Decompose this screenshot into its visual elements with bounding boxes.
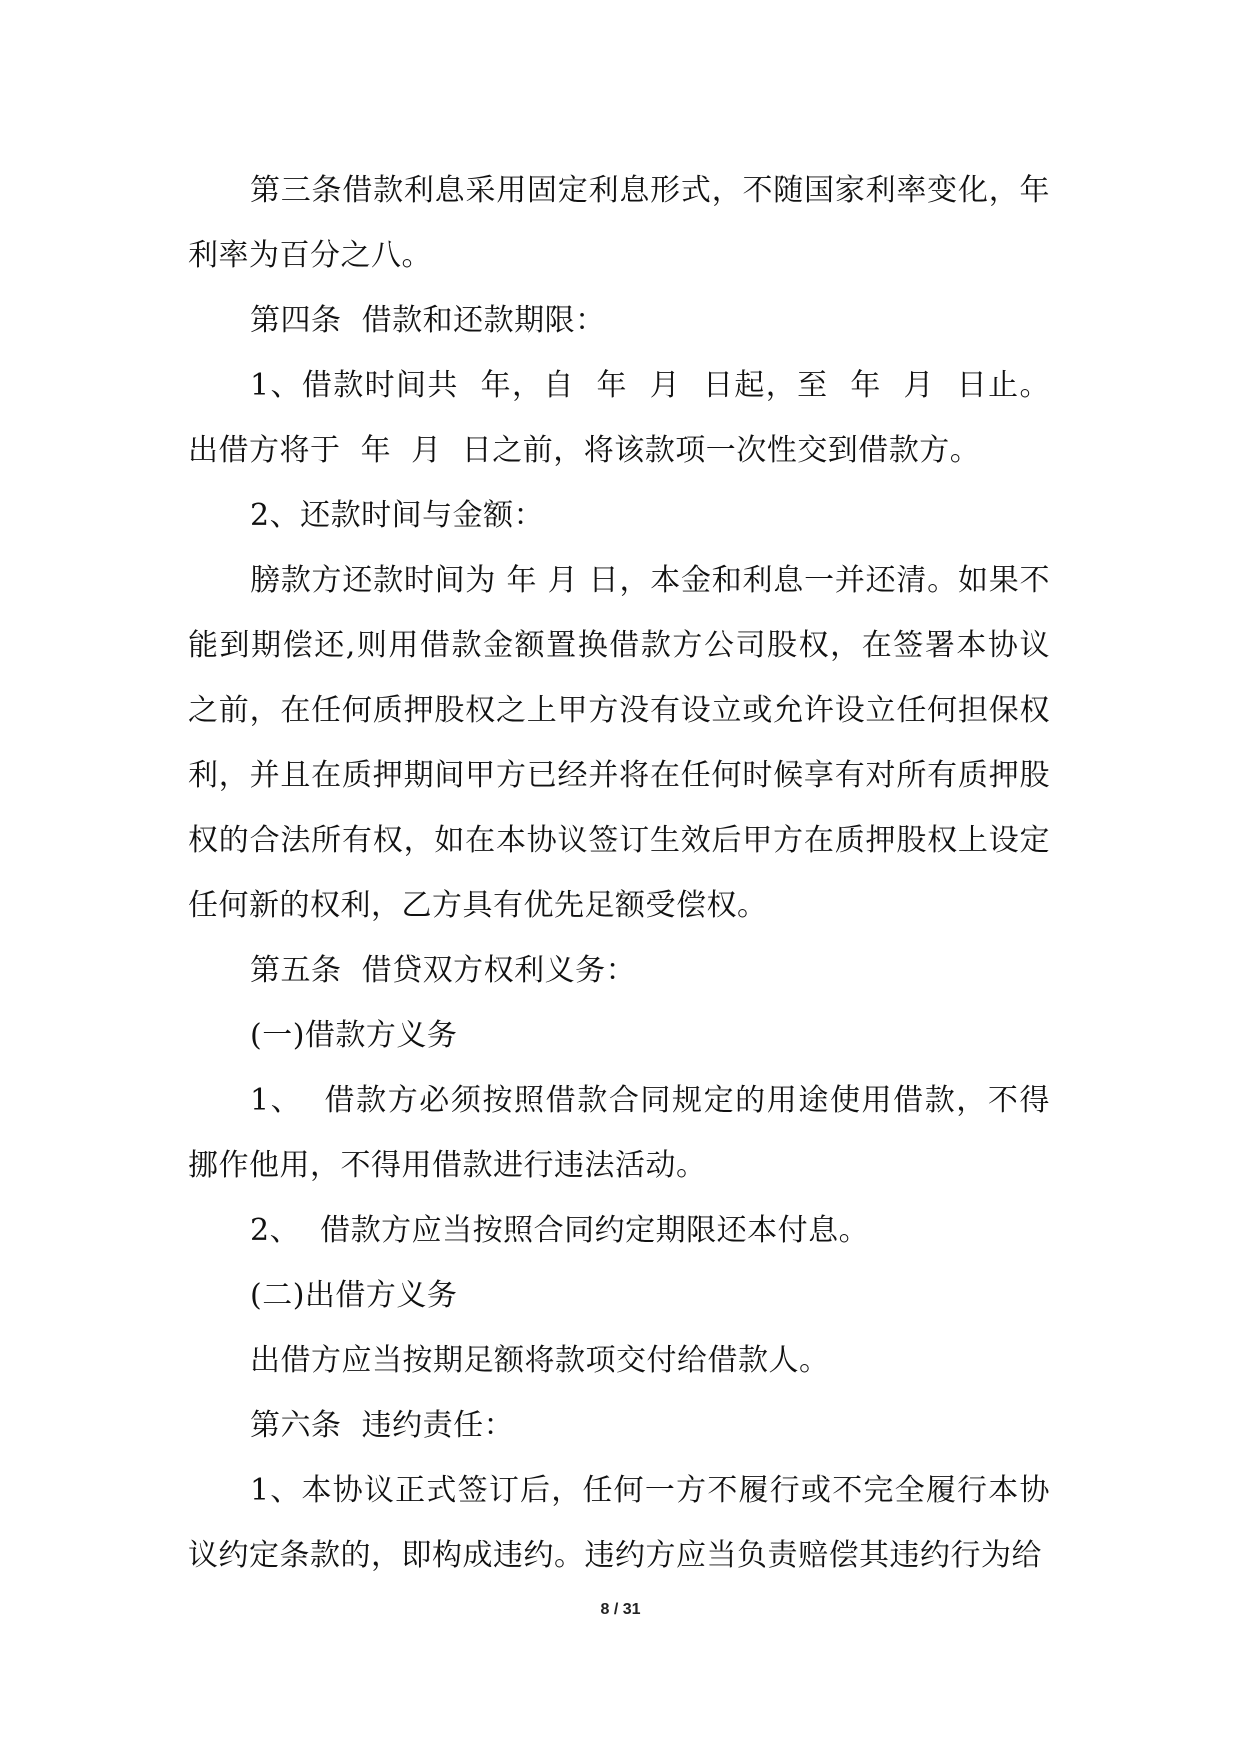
page-number: 8 / 31	[600, 1601, 641, 1618]
paragraph-borrower-duty-1: 1、 借款方必须按照借款合同规定的用途使用借款，不得挪作他用，不得用借款进行违法活动。	[188, 1083, 1050, 1183]
paragraph-breach-clause-1: 1、本协议正式签订后，任何一方不履行或不完全履行本协议约定条款的，即构成违约。违约方应当负责赔偿其违约行为给	[188, 1473, 1050, 1573]
paragraph-article-4-heading: 第四条 借款和还款期限：	[250, 303, 606, 338]
paragraph-lender-duty: 出借方应当按期足额将款项交付给借款人。	[250, 1343, 830, 1378]
paragraph-borrower-duties-heading: (一)借款方义务	[250, 1018, 458, 1053]
paragraph-borrowing-period: 1、借款时间共 年，自 年 月 日起，至 年 月 日止。出借方将于 年 月 日之前，将该款项一次性交到借款方。	[188, 368, 1050, 468]
paragraph-lender-duties-heading: (二)出借方义务	[250, 1278, 458, 1313]
paragraph-article-6-heading: 第六条 违约责任：	[250, 1408, 515, 1443]
paragraph-repayment-terms: 膀款方还款时间为 年 月 日，本金和利息一并还清。如果不能到期偿还,则用借款金额置换借款方公司股权，在签署本协议之前，在任何质押股权之上甲方没有设立或允许设立任何担保权利，并且在质押期间甲方已经并将在任何时候享有对所有质押股权的合法所有权，如在本协议签订生效后甲方在质押股权上设定任何新的权利，乙方具有优先足额受偿权。	[188, 563, 1050, 923]
paragraph-repayment-heading: 2、还款时间与金额：	[250, 498, 545, 533]
paragraph-article-5-heading: 第五条 借贷双方权利义务：	[250, 953, 637, 988]
document-body	[188, 158, 1050, 1588]
paragraph-article-3: 第三条借款利息采用固定利息形式，不随国家利率变化，年利率为百分之八。	[188, 173, 1050, 273]
paragraph-borrower-duty-2: 2、 借款方应当按照合同约定期限还本付息。	[250, 1213, 870, 1248]
